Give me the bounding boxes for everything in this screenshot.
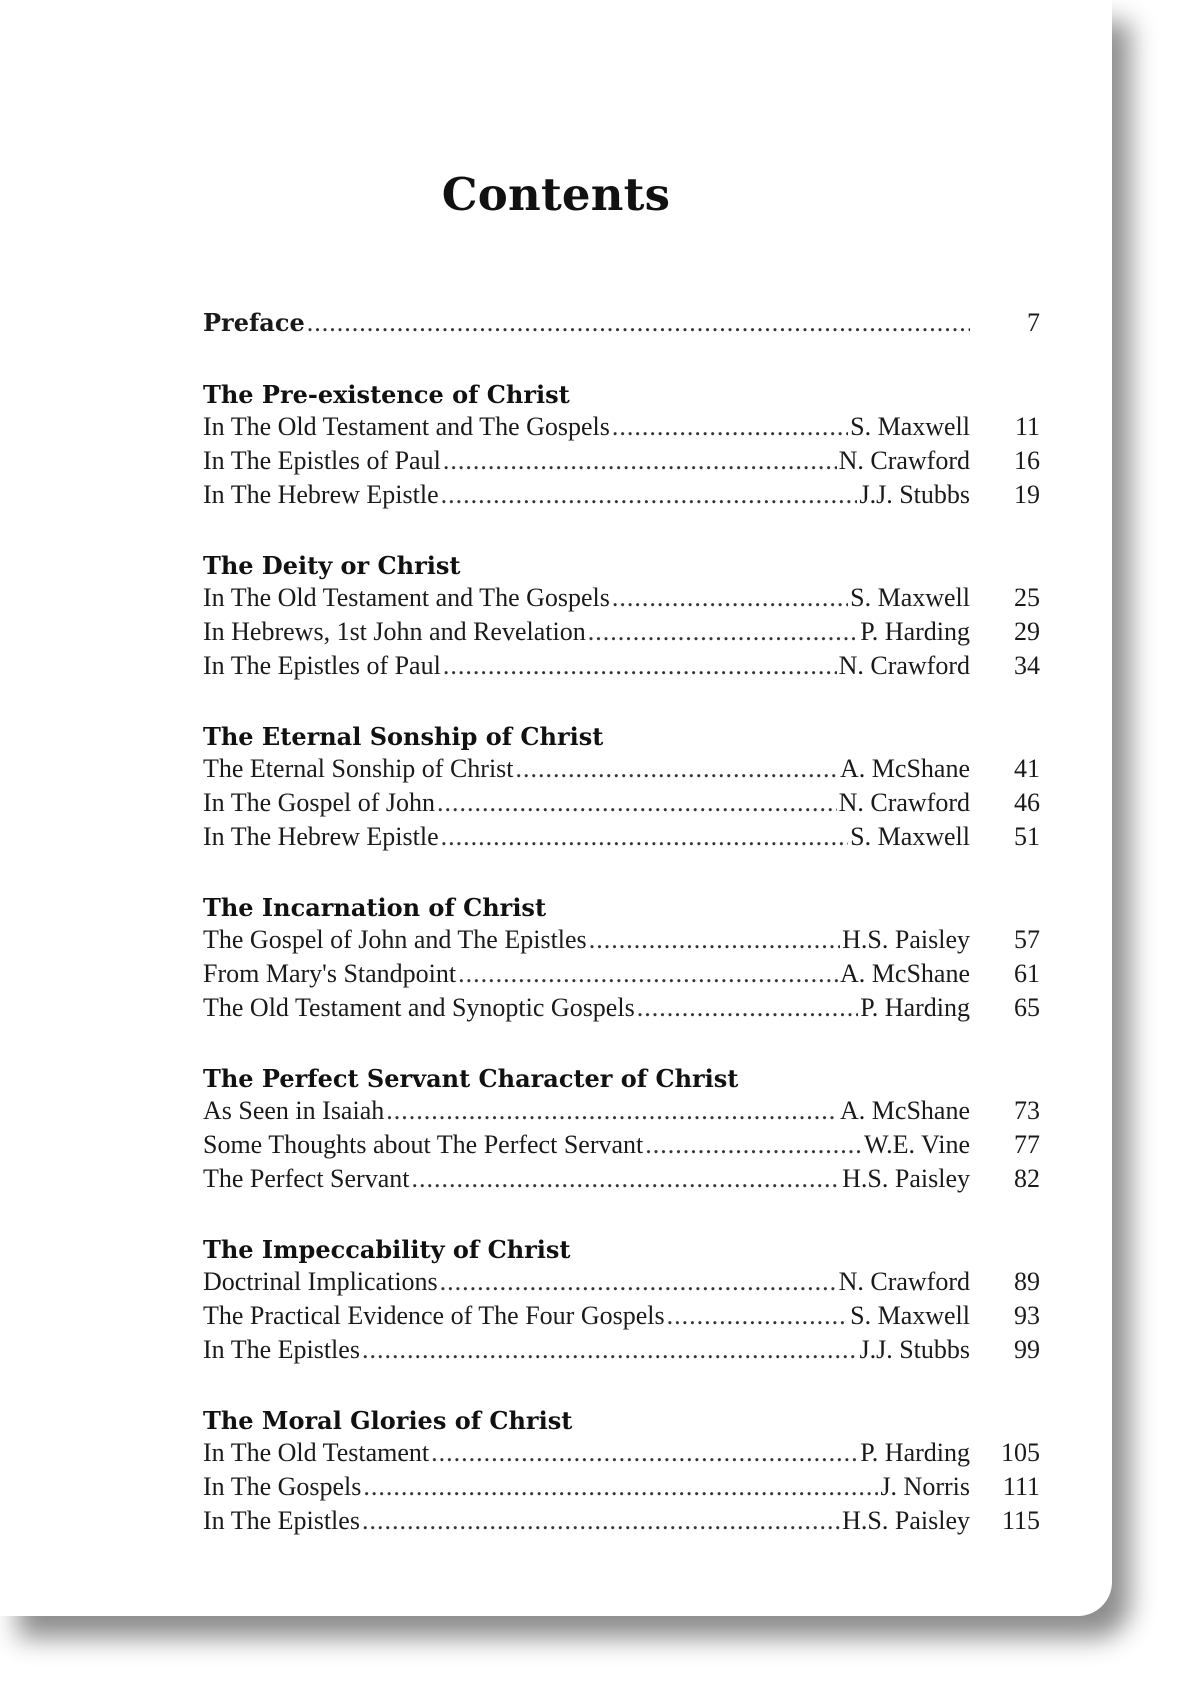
toc-entry-author: P. Harding [860, 617, 970, 646]
toc-entry[interactable] [203, 583, 1040, 617]
section-heading: The Incarnation of Christ [203, 893, 547, 922]
toc-entry[interactable] [203, 1335, 1040, 1369]
toc-entry-title: In The Old Testament and The Gospels [203, 412, 610, 441]
dot-leader [612, 583, 848, 613]
toc-entry-title: In The Epistles [203, 1506, 360, 1535]
toc-entry-title: In The Epistles of Paul [203, 651, 441, 680]
toc-section [203, 549, 1040, 685]
toc-entry-title: In The Old Testament [203, 1438, 430, 1467]
toc-page-number: 115 [1001, 1506, 1040, 1535]
toc-entry-title: The Old Testament and Synoptic Gospels [203, 993, 635, 1022]
toc-page-number: 65 [1014, 993, 1040, 1022]
toc-entry-author: N. Crawford [838, 651, 970, 680]
toc-page-number: 25 [1014, 583, 1040, 612]
toc-entry[interactable] [203, 1472, 1040, 1506]
dot-leader [645, 1130, 862, 1160]
toc-section [203, 1062, 1040, 1198]
section-heading: The Moral Glories of Christ [203, 1406, 573, 1435]
toc-entry-author: N. Crawford [838, 446, 970, 475]
toc-entry[interactable] [203, 1096, 1040, 1130]
toc-entry-author: P. Harding [860, 1438, 970, 1467]
dot-leader [362, 1506, 840, 1536]
toc-page-number: 57 [1014, 925, 1040, 954]
toc-entry-author: S. Maxwell [850, 583, 970, 612]
toc-page-number: 105 [1001, 1438, 1040, 1467]
toc-entry[interactable] [203, 651, 1040, 685]
toc-entry-title: The Perfect Servant [203, 1164, 410, 1193]
toc-entry[interactable] [203, 1438, 1040, 1472]
page-title: Contents [441, 168, 671, 221]
dot-leader [441, 480, 858, 510]
toc-section [203, 720, 1040, 856]
toc-page-number: 77 [1014, 1130, 1040, 1159]
toc-page-number: 61 [1014, 959, 1040, 988]
toc-entry[interactable] [203, 1130, 1040, 1164]
toc-entry-title: The Eternal Sonship of Christ [203, 754, 514, 783]
toc-entry-author: N. Crawford [838, 1267, 970, 1296]
table-of-contents [203, 308, 1040, 1575]
toc-entry[interactable] [203, 1506, 1040, 1540]
toc-page-number: 89 [1014, 1267, 1040, 1296]
dot-leader [637, 993, 859, 1023]
toc-entry[interactable] [203, 754, 1040, 788]
toc-preface-row[interactable] [203, 308, 1040, 344]
toc-entry[interactable] [203, 446, 1040, 480]
toc-entry-title: In The Epistles of Paul [203, 446, 441, 475]
dot-leader [588, 617, 859, 647]
toc-page-number: 46 [1014, 788, 1040, 817]
section-heading: The Perfect Servant Character of Christ [203, 1064, 739, 1093]
toc-entry-title: In Hebrews, 1st John and Revelation [203, 617, 586, 646]
toc-entry-title: In The Old Testament and The Gospels [203, 583, 610, 612]
dot-leader [411, 1164, 840, 1194]
toc-entry-title: In The Gospel of John [203, 788, 436, 817]
toc-entry-author: J.J. Stubbs [859, 480, 970, 509]
toc-entry-title: In The Gospels [203, 1472, 362, 1501]
toc-entry-author: A. McShane [840, 959, 970, 988]
toc-entry[interactable] [203, 1164, 1040, 1198]
toc-entry-title: From Mary's Standpoint [203, 959, 457, 988]
toc-entry[interactable] [203, 993, 1040, 1027]
dot-leader [307, 308, 970, 338]
toc-page-number: 7 [1027, 308, 1040, 337]
toc-page-number: 41 [1014, 754, 1040, 783]
toc-entry-author: S. Maxwell [850, 822, 970, 851]
toc-entry-title: In The Hebrew Epistle [203, 480, 439, 509]
toc-section [203, 1233, 1040, 1369]
toc-page-number: 51 [1014, 822, 1040, 851]
toc-entry-author: H.S. Paisley [842, 1164, 970, 1193]
toc-entry-author: A. McShane [840, 754, 970, 783]
toc-section [203, 891, 1040, 1027]
toc-page-number: 29 [1014, 617, 1040, 646]
toc-entry[interactable] [203, 412, 1040, 446]
toc-entry-author: H.S. Paisley [842, 925, 970, 954]
toc-page-number: 16 [1014, 446, 1040, 475]
dot-leader [443, 446, 837, 476]
toc-page-number: 93 [1014, 1301, 1040, 1330]
toc-entry-author: N. Crawford [838, 788, 970, 817]
toc-entry[interactable] [203, 617, 1040, 651]
toc-entry-title: As Seen in Isaiah [203, 1096, 385, 1125]
toc-entry-author: W.E. Vine [863, 1130, 970, 1159]
toc-entry-title: Some Thoughts about The Perfect Servant [203, 1130, 644, 1159]
toc-section [203, 378, 1040, 514]
toc-entry[interactable] [203, 1301, 1040, 1335]
toc-page-number: 19 [1014, 480, 1040, 509]
section-heading: The Pre-existence of Christ [203, 380, 570, 409]
toc-entry-title: The Gospel of John and The Epistles [203, 925, 587, 954]
toc-entry-title: In The Epistles [203, 1335, 360, 1364]
toc-entry-title: The Practical Evidence of The Four Gospels [203, 1301, 665, 1330]
dot-leader [363, 1472, 878, 1502]
toc-entry-author: S. Maxwell [850, 412, 970, 441]
toc-page-number: 34 [1014, 651, 1040, 680]
toc-entry-title: In The Hebrew Epistle [203, 822, 439, 851]
dot-leader [458, 959, 838, 989]
toc-entry-author: H.S. Paisley [842, 1506, 970, 1535]
toc-section [203, 1404, 1040, 1540]
dot-leader [589, 925, 840, 955]
toc-page-number: 99 [1014, 1335, 1040, 1364]
dot-leader [386, 1096, 838, 1126]
dot-leader [440, 1267, 837, 1297]
toc-entry-author: J.J. Stubbs [859, 1335, 970, 1364]
toc-page-number: 82 [1014, 1164, 1040, 1193]
dot-leader [437, 788, 837, 818]
toc-entry[interactable] [203, 1267, 1040, 1301]
toc-entry-author: S. Maxwell [850, 1301, 970, 1330]
toc-entry-author: P. Harding [860, 993, 970, 1022]
toc-page-number: 73 [1014, 1096, 1040, 1125]
toc-entry[interactable] [203, 480, 1040, 514]
toc-entry-title: Doctrinal Implications [203, 1267, 438, 1296]
dot-leader [362, 1335, 858, 1365]
dot-leader [441, 822, 848, 852]
toc-page-number: 11 [1014, 412, 1040, 441]
dot-leader [516, 754, 839, 784]
dot-leader [612, 412, 848, 442]
dot-leader [431, 1438, 858, 1468]
section-heading: The Eternal Sonship of Christ [203, 722, 604, 751]
toc-entry-author: J. Norris [880, 1472, 970, 1501]
toc-entry[interactable] [203, 822, 1040, 856]
dot-leader [667, 1301, 849, 1331]
toc-entry[interactable] [203, 925, 1040, 959]
toc-entry-author: A. McShane [840, 1096, 970, 1125]
toc-preface-title: Preface [203, 308, 305, 337]
dot-leader [443, 651, 837, 681]
toc-page-number: 111 [1002, 1472, 1040, 1501]
section-heading: The Deity or Christ [203, 551, 461, 580]
section-heading: The Impeccability of Christ [203, 1235, 571, 1264]
toc-entry[interactable] [203, 788, 1040, 822]
toc-entry[interactable] [203, 959, 1040, 993]
